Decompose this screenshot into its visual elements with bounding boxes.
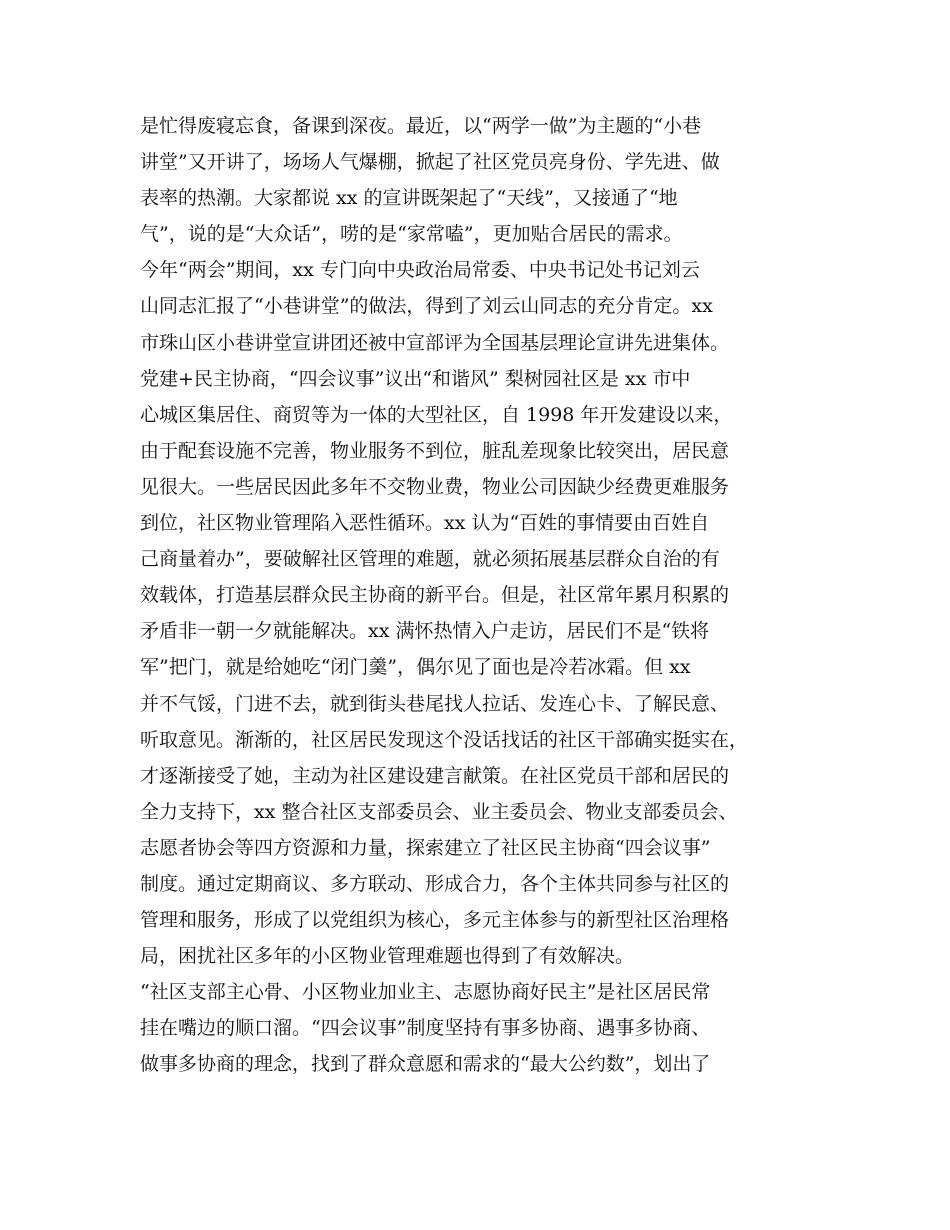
- text-line: 由于配套设施不完善，物业服务不到位，脏乱差现象比较突出，居民意: [140, 439, 730, 462]
- text-line: 己商量着办”，要破解社区管理的难题，就必须拓展基层群众自治的有: [140, 548, 720, 571]
- text-line: 才逐渐接受了她，主动为社区建设建言献策。在社区党员干部和居民的: [140, 764, 730, 787]
- text-line: 制度。通过定期商议、多方联动、形成合力，各个主体共同参与社区的: [140, 872, 730, 895]
- text-line: 志愿者协会等四方资源和力量，探索建立了社区民主协商“四会议事”: [140, 836, 711, 859]
- text-line: 矛盾非一朝一夕就能解决。xx 满怀热情入户走访，居民们不是“铁将: [140, 620, 710, 643]
- text-line: 党建+民主协商，“四会议事”议出“和谐风” 梨树园社区是 xx 市中: [140, 367, 691, 390]
- text-line: 局，困扰社区多年的小区物业管理难题也得到了有效解决。: [140, 945, 635, 968]
- text-line: “社区支部主心骨、小区物业加业主、志愿协商好民主”是社区居民常: [140, 981, 711, 1004]
- text-line: 见很大。一些居民因此多年不交物业费，物业公司因缺少经费更难服务: [140, 475, 730, 498]
- text-line: 军”把门，就是给她吃“闭门羹”，偶尔见了面也是冷若冰霜。但 xx: [140, 656, 691, 679]
- text-line: 并不气馁，门进不去，就到街头巷尾找人拉话、发连心卡、了解民意、: [140, 692, 730, 715]
- text-line: 挂在嘴边的顺口溜。“四会议事”制度坚持有事多协商、遇事多协商、: [140, 1017, 711, 1040]
- text-line: 是忙得废寝忘食，备课到深夜。最近，以“两学一做”为主题的“小巷: [140, 115, 702, 137]
- text-line: 到位，社区物业管理陷入恶性循环。xx 认为“百姓的事情要由百姓自: [140, 512, 710, 535]
- text-line: 讲堂”又开讲了，场场人气爆棚，掀起了社区党员亮身份、学先进、做: [140, 151, 720, 174]
- text-line: 市珠山区小巷讲堂宣讲团还被中宣部评为全国基层理论宣讲先进集体。: [140, 331, 730, 354]
- text-line: 气”，说的是“大众话”，唠的是“家常嗑”，更加贴合居民的需求。: [140, 223, 683, 246]
- text-line: 做事多协商的理念，找到了群众意愿和需求的“最大公约数”，划出了: [140, 1053, 711, 1076]
- body-text: [140, 108, 830, 1083]
- text-line: 心城区集居住、商贸等为一体的大型社区，自 1998 年开发建设以来，: [140, 403, 733, 426]
- text-line: 管理和服务，形成了以党组织为核心，多元主体参与的新型社区治理格: [140, 909, 730, 932]
- text-line: 效载体，打造基层群众民主协商的新平台。但是，社区常年累月积累的: [140, 584, 730, 607]
- text-line: 听取意见。渐渐的，社区居民发现这个没话找话的社区干部确实挺实在，: [140, 728, 749, 751]
- text-line: 全力支持下，xx 整合社区支部委员会、业主委员会、物业支部委员会、: [140, 800, 738, 823]
- text-line: 山同志汇报了“小巷讲堂”的做法，得到了刘云山同志的充分肯定。xx: [140, 295, 713, 318]
- text-line: 表率的热潮。大家都说 xx 的宣讲既架起了“天线”，又接通了“地: [140, 187, 678, 210]
- text-line: 今年“两会”期间，xx 专门向中央政治局常委、中央书记处书记刘云: [140, 259, 700, 282]
